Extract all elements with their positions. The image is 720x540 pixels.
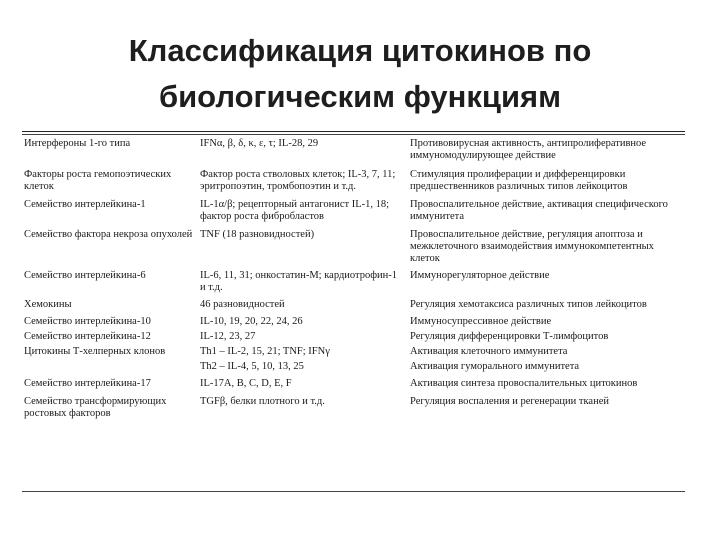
cytokine-function-cell: Активация клеточного иммунитета: [410, 346, 568, 357]
cytokine-group-cell: Факторы роста гемопоэтических клеток: [24, 169, 172, 192]
slide-title-line-2: биологическим функциям: [158, 79, 562, 114]
cytokine-group-cell: Семейство интерлейкина-1: [24, 199, 146, 210]
table-row: [24, 299, 684, 311]
cytokine-group-cell: Семейство интерлейкина-12: [24, 331, 151, 342]
slide-title-line-1: Классификация цитокинов по: [128, 33, 592, 68]
cytokine-members-cell: IL-6, 11, 31; онкостатин-М; кардиотрофин-1 и т.д.: [200, 270, 398, 293]
cytokine-members-cell: TNF (18 разновидностей): [200, 229, 315, 240]
table-row: [24, 331, 684, 343]
slide-title: [0, 28, 720, 120]
table-row: [24, 138, 684, 162]
cytokine-members-cell: Th2 – IL-4, 5, 10, 13, 25: [200, 361, 304, 372]
cytokine-members-cell: TGFβ, белки плотного и т.д.: [200, 396, 325, 407]
table-row: [24, 361, 684, 373]
cytokine-group-cell: Интерфероны 1-го типа: [24, 138, 131, 149]
table-top-rule: [22, 131, 685, 132]
cytokine-members-cell: Фактор роста стволовых клеток; IL-3, 7, 11; эритропоэтин, тромбопоэтин и т.д.: [200, 169, 396, 192]
cytokine-group-cell: Семейство фактора некроза опухолей: [24, 229, 193, 240]
cytokine-function-cell: Противовирусная активность, антипролиферативное иммуномодулирующее действие: [410, 138, 647, 161]
cytokine-function-cell: Регуляция хемотаксиса различных типов лейкоцитов: [410, 299, 647, 310]
cytokine-function-cell: Активация синтеза провоспалительных цитокинов: [410, 378, 638, 389]
table-row: [24, 396, 684, 420]
cytokine-group-cell: Семейство трансформирующих ростовых факторов: [24, 396, 167, 419]
cytokine-function-cell: Иммуносупрессивное действие: [410, 316, 552, 327]
table-row: [24, 270, 684, 294]
table-bottom-rule: [22, 491, 685, 492]
cytokine-members-cell: IL-17A, B, C, D, E, F: [200, 378, 292, 389]
table-row: [24, 199, 684, 223]
table-row: [24, 169, 684, 193]
cytokine-members-cell: IFNα, β, δ, κ, ε, τ; IL-28, 29: [200, 138, 319, 149]
table-row: [24, 316, 684, 328]
table-row: [24, 378, 684, 390]
cytokine-function-cell: Иммунорегуляторное действие: [410, 270, 550, 281]
cytokine-function-cell: Активация гуморального иммунитета: [410, 361, 580, 372]
cytokine-function-cell: Регуляция дифференцировки Т-лимфоцитов: [410, 331, 609, 342]
cytokine-group-cell: Хемокины: [24, 299, 72, 310]
cytokine-function-cell: Стимуляция пролиферации и дифференцировки предшественников различных типов лейкоцитов: [410, 169, 628, 192]
cytokine-function-cell: Провоспалительное действие, активация специфического иммунитета: [410, 199, 668, 222]
cytokine-members-cell: IL-10, 19, 20, 22, 24, 26: [200, 316, 303, 327]
cytokine-group-cell: Семейство интерлейкина-6: [24, 270, 146, 281]
cytokine-members-cell: 46 разновидностей: [200, 299, 285, 310]
cytokine-function-cell: Провоспалительное действие, регуляция апоптоза и межклеточного взаимодействия иммунокомпетентных клеток: [410, 229, 654, 264]
cytokine-members-cell: IL-1α/β; рецепторный антагонист IL-1, 18; фактор роста фибробластов: [200, 199, 390, 222]
cytokine-classification-table: [24, 138, 684, 420]
table-top-rule-inner: [22, 134, 685, 135]
cytokine-group-cell: Семейство интерлейкина-10: [24, 316, 151, 327]
cytokine-function-cell: Регуляция воспаления и регенерации тканей: [410, 396, 609, 407]
table-row: [24, 346, 684, 358]
cytokine-members-cell: Th1 – IL-2, 15, 21; TNF; IFNγ: [200, 346, 330, 357]
cytokine-group-cell: Цитокины Т-хелперных клонов: [24, 346, 166, 357]
cytokine-group-cell: Семейство интерлейкина-17: [24, 378, 151, 389]
table-row: [24, 229, 684, 265]
cytokine-members-cell: IL-12, 23, 27: [200, 331, 256, 342]
